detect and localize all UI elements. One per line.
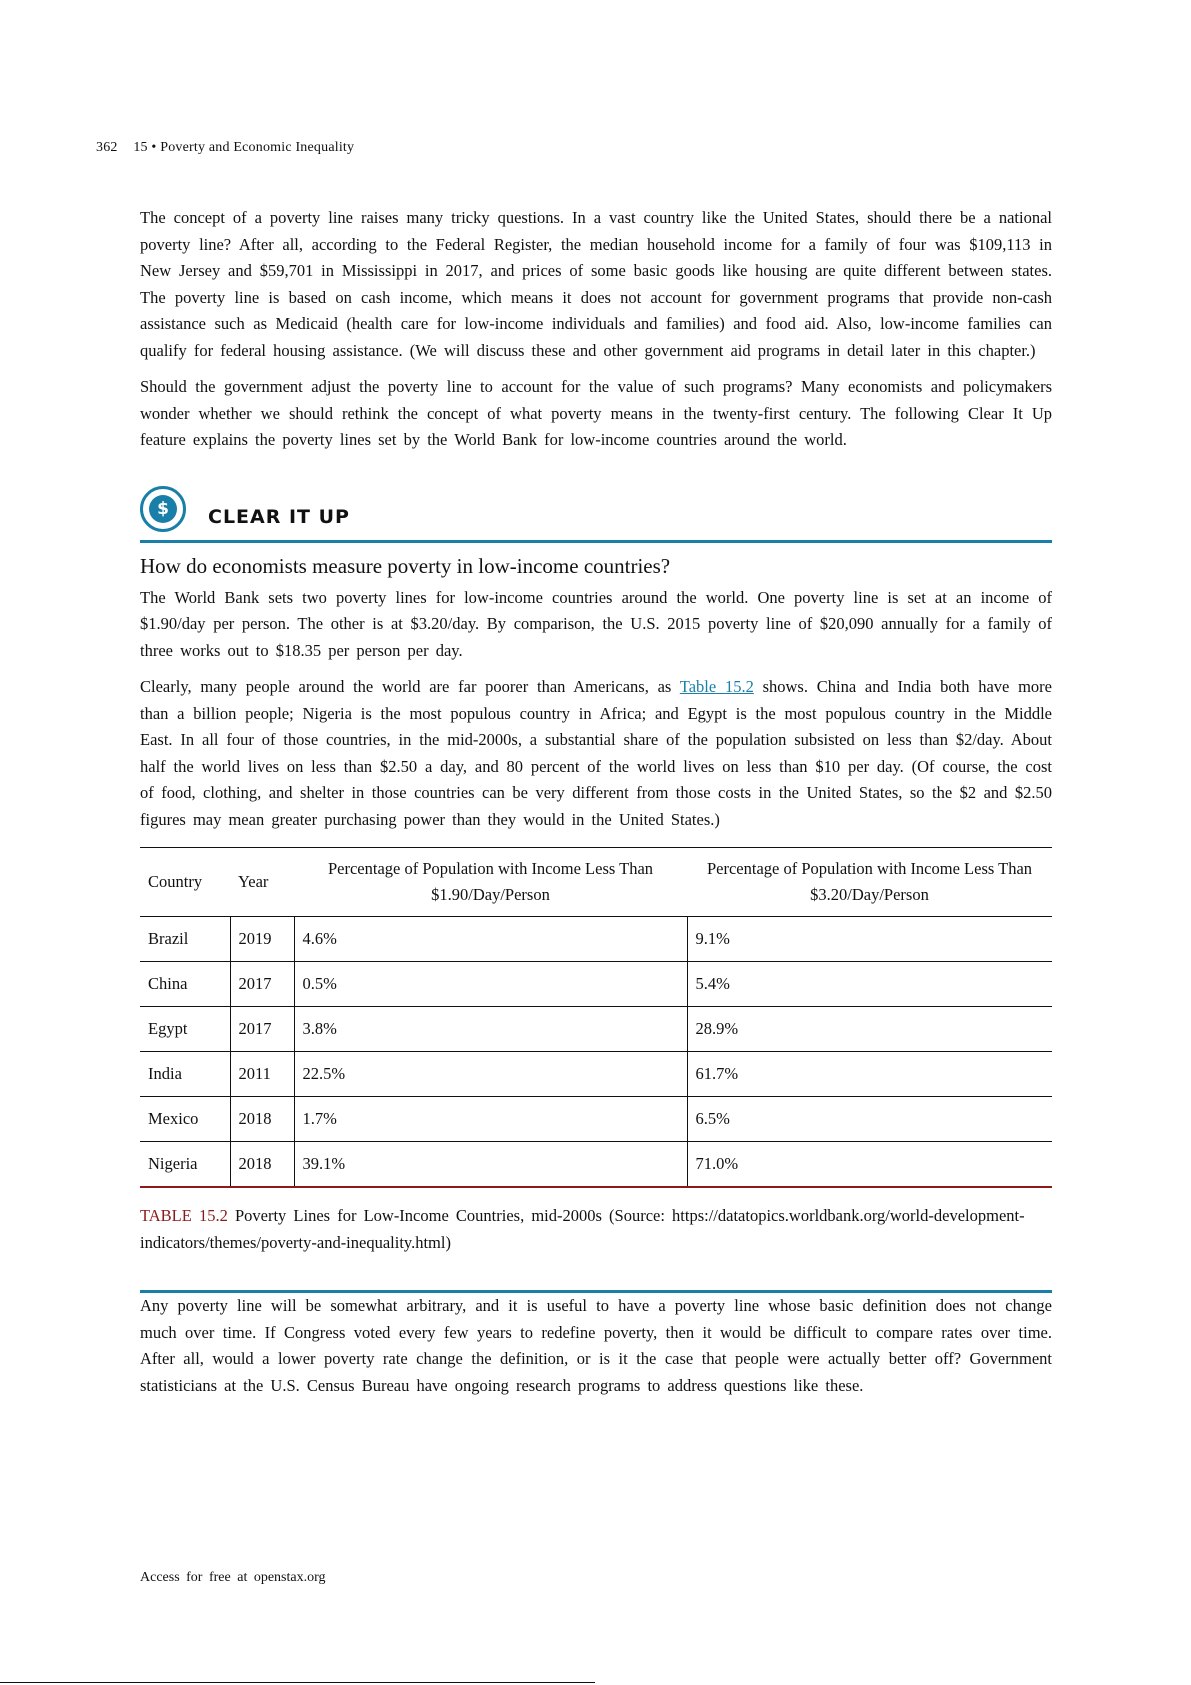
cell-year: 2019: [230, 917, 294, 962]
table-row: [140, 917, 1052, 962]
cell-below-320: 6.5%: [687, 1097, 1052, 1142]
column-header-year: Year: [230, 848, 294, 917]
clear-it-up-feature: [140, 484, 1052, 1294]
table-header-row: [140, 848, 1052, 917]
table-caption-label: TABLE 15.2: [140, 1206, 228, 1225]
cell-below-320: 28.9%: [687, 1007, 1052, 1052]
feature-paragraph-2-end: shows. China and India both have more than a billion people; Nigeria is the most populous country in Africa; and Egypt is the most populous country in the Middle East. In all four of those countries, in the mid-2000s, a substantial share of the population subsisted on less than $2/day. About half the world lives on less than $2.50 a day, and 80 percent of the world lives on less than $10 per day. (Of course, the cost of food, clothing, and shelter in those countries can be very different from those costs in the United States, so the $2 and $2.50 figures may mean greater purchasing power than they would in the United States.): [140, 677, 1052, 829]
cell-year: 2011: [230, 1052, 294, 1097]
cell-below-190: 39.1%: [294, 1142, 687, 1188]
feature-title: CLEAR IT UP: [208, 505, 350, 528]
cell-year: 2017: [230, 962, 294, 1007]
cell-below-190: 4.6%: [294, 917, 687, 962]
feature-paragraph-1: The World Bank sets two poverty lines for low-income countries around the world. One poverty line is set at an income of $1.90/day per person. The other is at $3.20/day. By comparison, the U.S. 2015 poverty line of $20,090 annually for a family of three works out to $18.35 per person per day.: [140, 587, 1052, 660]
cell-below-320: 71.0%: [687, 1142, 1052, 1188]
table-row: [140, 1052, 1052, 1097]
poverty-lines-table: [140, 847, 1052, 1188]
table-row: [140, 1007, 1052, 1052]
cell-below-190: 3.8%: [294, 1007, 687, 1052]
cell-below-320: 61.7%: [687, 1052, 1052, 1097]
chapter-title: 15 • Poverty and Economic Inequality: [133, 140, 355, 155]
intro-paragraph-2: Should the government adjust the poverty line to account for the value of such programs? Many economists and policymakers wonder whether we should rethink the concept of what poverty means in the twenty-first century. The following Clear It Up feature explains the poverty lines set by the World Bank for low-income countries around the world.: [140, 377, 1052, 449]
column-header-below-190: Percentage of Population with Income Less Than $1.90/Day/Person: [294, 848, 687, 917]
cell-below-320: 9.1%: [687, 917, 1052, 962]
closing-paragraph: Any poverty line will be somewhat arbitrary, and it is useful to have a poverty line whose basic definition does not change much over time. If Congress voted every few years to redefine poverty, then it would be difficult to compare rates over time. After all, would a lower poverty rate change the definition, or is it the case that people were actually better off? Government statisticians at the U.S. Census Bureau have ongoing research programs to address questions like these.: [140, 1296, 1052, 1395]
cell-country: Mexico: [140, 1097, 230, 1142]
table-caption: [140, 1202, 1052, 1256]
cell-year: 2017: [230, 1007, 294, 1052]
cell-below-190: 0.5%: [294, 962, 687, 1007]
table-row: [140, 1097, 1052, 1142]
cell-country: Nigeria: [148, 1154, 198, 1173]
cell-country: Egypt: [140, 1007, 230, 1052]
column-header-below-320: Percentage of Population with Income Less Than $3.20/Day/Person: [687, 848, 1052, 917]
dollar-icon: [140, 486, 186, 532]
feature-paragraph-2-start: Clearly, many people around the world are far poorer than Americans, as: [140, 677, 680, 696]
main-content: [140, 205, 1052, 1409]
dollar-icon-glyph: $: [149, 495, 177, 523]
table-reference-link[interactable]: Table 15.2: [679, 677, 754, 696]
cell-below-190: 22.5%: [294, 1052, 687, 1097]
intro-paragraph-1: The concept of a poverty line raises many tricky questions. In a vast country like the United States, should there be a national poverty line? After all, according to the Federal Register, the median household income for a family of four was $109,113 in New Jersey and $59,701 in Mississippi in 2017, and prices of some basic goods like housing are quite different between states. The poverty line is based on cash income, which means it does not account for government programs that provide non-cash assistance such as Medicaid (health care for low-income individuals and families) and food aid. Also, low-income families can qualify for federal housing assistance. (We will discuss these and other government aid programs in detail later in this chapter.): [140, 208, 1052, 360]
cell-country: India: [140, 1052, 230, 1097]
cell-country: Brazil: [140, 917, 230, 962]
page-footer: Access for free at openstax.org: [140, 1570, 326, 1585]
feature-end-divider: [140, 1290, 1052, 1293]
cell-country: China: [140, 962, 230, 1007]
bottom-divider: [0, 1682, 595, 1683]
feature-paragraph-2: [140, 674, 1052, 833]
running-head: [96, 140, 366, 156]
cell-year: 2018: [230, 1142, 294, 1188]
table-caption-text: Poverty Lines for Low-Income Countries, mid-2000s (Source: https://datatopics.worldbank.org/world-development-indicators/themes/poverty-and-inequality.html): [140, 1206, 1025, 1252]
cell-below-190: 1.7%: [294, 1097, 687, 1142]
cell-year: 2018: [230, 1097, 294, 1142]
page-number: 362: [96, 140, 118, 155]
table-row: [140, 962, 1052, 1007]
column-header-country: Country: [140, 848, 230, 917]
feature-question: How do economists measure poverty in low-income countries?: [140, 553, 671, 578]
table-row: [140, 1142, 1052, 1188]
cell-below-320: 5.4%: [687, 962, 1052, 1007]
feature-header: [140, 484, 1052, 543]
